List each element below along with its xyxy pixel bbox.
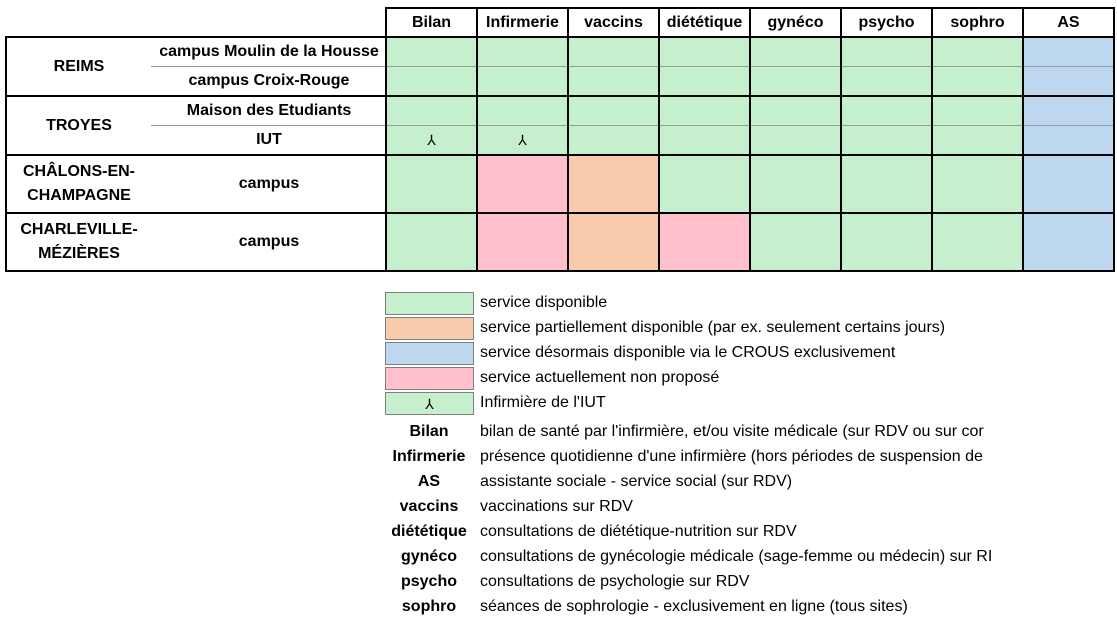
iut-nurse-marker-icon: ⅄ — [427, 131, 436, 148]
glossary-row — [385, 446, 1025, 471]
glossary-term: Bilan — [409, 423, 449, 440]
status-cell — [841, 37, 932, 67]
status-cell — [568, 155, 659, 213]
status-cell — [659, 155, 750, 213]
column-header: Bilan — [386, 8, 477, 37]
status-cell — [386, 67, 477, 97]
status-cell — [1023, 96, 1114, 126]
status-cell — [1023, 37, 1114, 67]
site-label: campus — [151, 213, 386, 271]
status-cell — [750, 126, 841, 156]
column-header: vaccins — [568, 8, 659, 37]
iut-nurse-marker-icon: ⅄ — [425, 396, 434, 412]
site-label: campus Croix-Rouge — [151, 67, 386, 97]
status-cell — [477, 126, 568, 156]
legend-swatch — [385, 292, 474, 315]
city-label: REIMS — [6, 37, 151, 96]
column-header: AS — [1023, 8, 1114, 37]
status-cell — [659, 67, 750, 97]
status-cell — [386, 96, 477, 126]
site-row — [6, 96, 1114, 126]
legend-text: Infirmière de l'IUT — [480, 394, 606, 411]
status-cell — [750, 96, 841, 126]
status-cell — [568, 213, 659, 271]
status-cell — [568, 126, 659, 156]
glossary-row — [385, 546, 1025, 571]
legend-swatch — [385, 317, 474, 340]
glossary-term: sophro — [401, 598, 457, 615]
iut-nurse-marker-icon: ⅄ — [518, 131, 527, 148]
column-header: Infirmerie — [477, 8, 568, 37]
glossary-row — [385, 421, 1025, 446]
site-row — [6, 67, 1114, 97]
status-cell — [932, 213, 1023, 271]
legend-swatch — [385, 367, 474, 390]
legend-text: service actuellement non proposé — [480, 369, 720, 386]
header-blank — [6, 8, 386, 37]
status-cell — [841, 126, 932, 156]
site-label: campus Moulin de la Housse — [151, 37, 386, 67]
status-cell — [932, 67, 1023, 97]
status-cell — [841, 213, 932, 271]
status-cell — [477, 96, 568, 126]
header-row — [6, 8, 1114, 37]
glossary-definition: présence quotidienne d'une infirmière (hors périodes de suspension de — [480, 448, 983, 465]
status-cell — [841, 96, 932, 126]
glossary-term: diététique — [391, 523, 467, 540]
site-label: Maison des Etudiants — [151, 96, 386, 126]
glossary-term: gynéco — [400, 548, 457, 565]
status-cell — [386, 155, 477, 213]
legend-text: service désormais disponible via le CROUS exclusivement — [480, 344, 896, 361]
status-cell — [1023, 126, 1114, 156]
city-label: CHÂLONS-EN-CHAMPAGNE — [6, 155, 151, 213]
status-cell — [1023, 155, 1114, 213]
city-label: TROYES — [6, 96, 151, 155]
status-cell — [477, 155, 568, 213]
services-grid — [5, 7, 1115, 272]
legend-swatch — [385, 342, 474, 365]
glossary-row — [385, 471, 1025, 496]
column-header: diététique — [659, 8, 750, 37]
legend-text: service disponible — [480, 294, 608, 311]
status-cell — [932, 37, 1023, 67]
status-cell — [1023, 213, 1114, 271]
status-cell — [659, 37, 750, 67]
glossary-row — [385, 521, 1025, 546]
abbreviation-glossary — [385, 421, 1025, 621]
column-header: psycho — [841, 8, 932, 37]
glossary-definition: bilan de santé par l'infirmière, et/ou visite médicale (sur RDV ou sur cor — [480, 423, 984, 440]
status-cell — [841, 155, 932, 213]
status-cell — [477, 37, 568, 67]
glossary-definition: vaccinations sur RDV — [480, 498, 633, 515]
glossary-definition: séances de sophrologie - exclusivement en ligne (tous sites) — [480, 598, 908, 615]
city-label: CHARLEVILLE-MÉZIÈRES — [6, 213, 151, 271]
site-row — [6, 155, 1114, 213]
status-cell — [659, 96, 750, 126]
status-cell — [750, 37, 841, 67]
glossary-row — [385, 496, 1025, 521]
status-cell — [750, 213, 841, 271]
status-cell — [477, 67, 568, 97]
glossary-term: vaccins — [399, 498, 459, 515]
glossary-term: psycho — [400, 573, 457, 590]
status-cell — [659, 126, 750, 156]
status-cell — [932, 96, 1023, 126]
glossary-row — [385, 596, 1025, 621]
status-cell — [841, 67, 932, 97]
glossary-definition: assistante sociale - service social (sur RDV) — [480, 473, 793, 490]
glossary-definition: consultations de psychologie sur RDV — [480, 573, 750, 590]
status-cell — [750, 155, 841, 213]
status-cell — [386, 37, 477, 67]
status-cell — [477, 213, 568, 271]
glossary-definition: consultations de gynécologie médicale (sage-femme ou médecin) sur RI — [480, 548, 993, 565]
status-cell — [750, 67, 841, 97]
column-header: sophro — [932, 8, 1023, 37]
glossary-row — [385, 571, 1025, 596]
status-cell — [568, 67, 659, 97]
status-cell — [932, 126, 1023, 156]
status-cell — [659, 213, 750, 271]
glossary-definition: consultations de diététique-nutrition sur RDV — [480, 523, 797, 540]
status-cell — [932, 155, 1023, 213]
status-cell — [386, 213, 477, 271]
status-cell — [568, 96, 659, 126]
glossary-term: AS — [417, 473, 441, 490]
legend-swatch — [385, 392, 474, 415]
site-row — [6, 126, 1114, 156]
status-cell — [568, 37, 659, 67]
legend-text: service partiellement disponible (par ex. seulement certains jours) — [480, 319, 946, 336]
site-label: campus — [151, 155, 386, 213]
status-cell — [1023, 67, 1114, 97]
column-header: gynéco — [750, 8, 841, 37]
site-label: IUT — [151, 126, 386, 156]
site-row — [6, 37, 1114, 67]
site-row — [6, 213, 1114, 271]
glossary-term: Infirmerie — [392, 448, 466, 465]
status-cell — [386, 126, 477, 156]
